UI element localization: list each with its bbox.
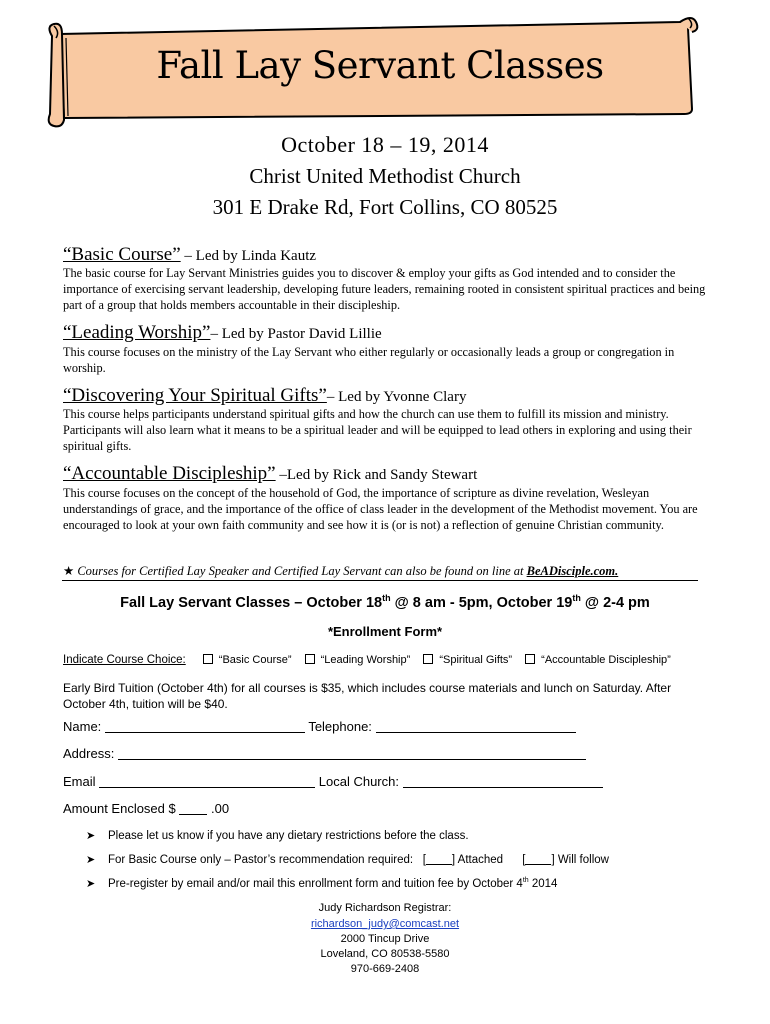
course-description: The basic course for Lay Servant Ministries guides you to discover & employ your gifts as God intended and to consider the importance of exercising servant leadership, developing future leaders, remaining rooted in consistent spiritual practices and being part of a group that holds members accountable in their discipleship. [63,266,706,312]
course-heading [63,463,477,485]
name-field[interactable] [105,720,305,733]
amount-suffix: .00 [210,801,230,816]
star-icon: ★ [63,564,75,578]
enrollment-form-title: *Enrollment Form* [327,624,443,639]
arrow-bullet-icon: ➤ [86,830,96,842]
page-title: Fall Lay Servant Classes [156,44,604,87]
course-leader: – Led by Pastor David Lillie [210,326,382,342]
course-choice-label: Indicate Course Choice: [63,654,186,666]
course-name: “Accountable Discipleship” [63,463,276,484]
course-heading [63,385,466,407]
course-leader: – Led by Linda Kautz [180,248,317,264]
arrow-bullet-icon: ➤ [86,878,96,890]
list-item: ➤ Pre-register by email and/or mail this enrollment form and tuition fee by October 4th 2014 [86,877,558,890]
checkbox-icon[interactable] [525,654,535,664]
course-leader: – Led by Yvonne Clary [326,389,467,405]
email-field[interactable] [99,775,315,788]
church-address: 301 E Drake Rd, Fort Collins, CO 80525 [212,195,558,219]
divider [62,580,698,581]
event-date: October 18 – 19, 2014 [281,132,489,157]
checkbox-icon[interactable] [423,654,433,664]
arrow-bullet-icon: ➤ [86,854,96,866]
email-church-row [63,774,603,789]
list-item: ➤ Please let us know if you have any dietary restrictions before the class. [86,830,469,842]
course-heading [63,244,316,266]
amount-label: Amount Enclosed $ [63,801,176,816]
course-heading [63,322,382,344]
choice-accountable-discipleship[interactable]: “Accountable Discipleship” [525,654,671,666]
address-field[interactable] [118,747,586,760]
course-name: “Basic Course” [63,244,181,265]
form-heading: Fall Lay Servant Classes – October 18th @ 8 am - 5pm, October 19th @ 2-4 pm [120,593,650,611]
registrar-name: Judy Richardson Registrar: [318,902,452,914]
choice-basic-course[interactable]: “Basic Course” [203,654,292,666]
registrar-phone: 970-669-2408 [350,963,420,975]
course-name: “Leading Worship” [63,322,211,343]
name-label: Name: [63,719,102,734]
course-name: “Discovering Your Spiritual Gifts” [63,385,327,406]
checkbox-icon[interactable] [305,654,315,664]
course-description: This course focuses on the ministry of the Lay Servant who either regularly or occasionally leads a group or congregation in worship. [63,345,675,375]
course-description: This course helps participants understand spiritual gifts and how the church can use them to fulfill its mission and ministry. Participants will also learn what it means to be a spiritual leader and will be equipped to lead others in exploring and using their spiritual gifts. [63,407,692,453]
telephone-field[interactable] [376,720,576,733]
local-church-field[interactable] [403,775,603,788]
choice-spiritual-gifts[interactable]: “Spiritual Gifts” [423,654,512,666]
course-choice-row [63,654,681,666]
course-description: This course focuses on the concept of the household of God, the importance of scripture as divine revelation, Wesleyan understandings of grace, and the importance of the office of class leader in the development of the Methodist movement. You are encouraged to look at your own faith community and see how it is (or is not) a reflection of genuine Christian community. [63,486,698,532]
local-church-label: Local Church: [318,774,399,789]
checkbox-icon[interactable] [203,654,213,664]
will-follow-checkbox[interactable] [525,854,551,865]
registrar-street: 2000 Tincup Drive [340,933,430,945]
registrar-email-link[interactable]: richardson_judy@comcast.net [310,918,460,930]
address-row [63,746,586,761]
tuition-info: Early Bird Tuition (October 4th) for all courses is $35, which includes course materials and lunch on Saturday. After October 4th, tuition will be $40. [63,681,672,711]
choice-leading-worship[interactable]: “Leading Worship” [305,654,411,666]
telephone-label: Telephone: [308,719,372,734]
amount-field[interactable] [179,802,207,815]
registrar-city: Loveland, CO 80538-5580 [320,948,450,960]
online-courses-note: ★ Courses for Certified Lay Speaker and Certified Lay Servant can also be found on line at BeADisciple.com. [63,564,619,578]
name-telephone-row [63,719,576,734]
email-label: Email [63,774,96,789]
website-link[interactable]: BeADisciple.com. [526,564,619,578]
list-item: ➤ For Basic Course only – Pastor’s recommendation required: [ ] Attached [ ] Will follow [86,854,609,866]
church-name: Christ United Methodist Church [249,164,521,188]
address-label: Address: [63,746,115,761]
attached-checkbox[interactable] [426,854,452,865]
course-leader: –Led by Rick and Sandy Stewart [275,467,478,483]
amount-row [63,801,229,816]
